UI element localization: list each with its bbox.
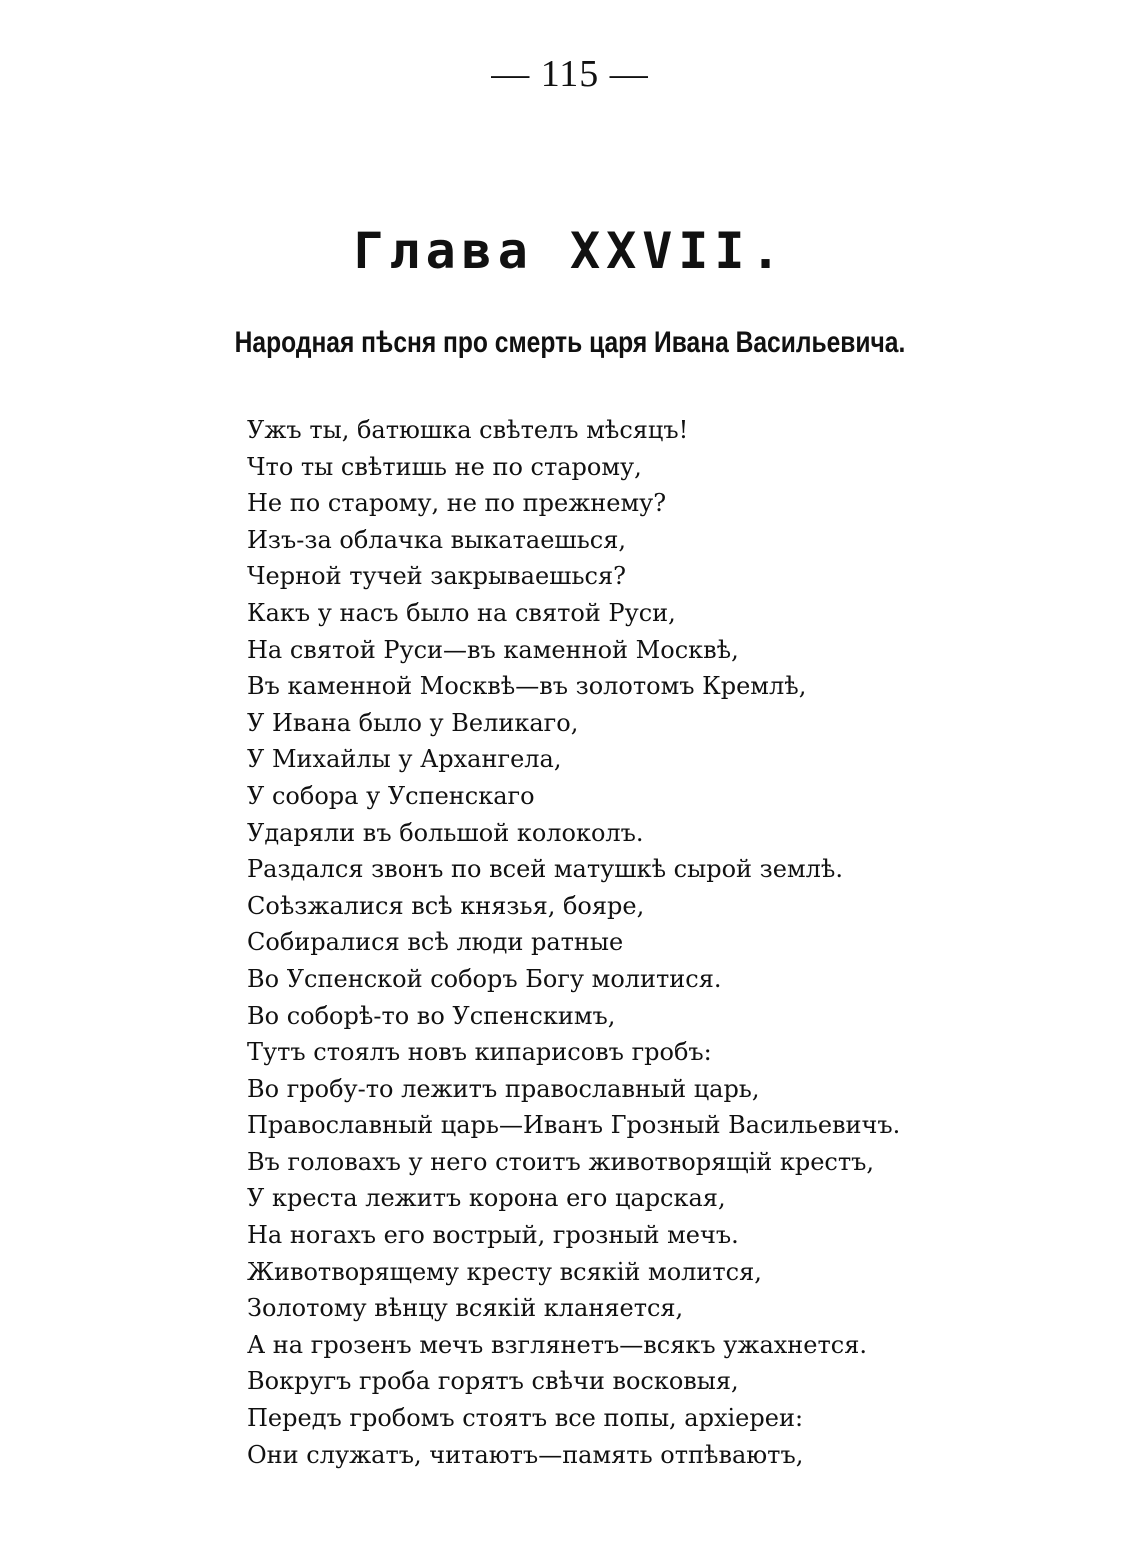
poem-line: Въ каменной Москвѣ—въ золотомъ Кремлѣ, — [247, 672, 807, 701]
poem-line: Собиралися всѣ люди ратные — [247, 928, 624, 957]
poem-line: Ударяли въ большой колоколъ. — [247, 818, 644, 847]
poem-line: Что ты свѣтишь не по старому, — [247, 452, 642, 481]
poem-line: Ужъ ты, батюшка свѣтелъ мѣсяцъ! — [247, 416, 689, 444]
poem-line: Черной тучей закрываешься? — [247, 562, 626, 591]
poem-line: У Ивана было у Великаго, — [247, 708, 579, 737]
poem-line: Во Успенской соборъ Богу молитися. — [247, 964, 722, 993]
poem-line: Какъ у насъ было на святой Руси, — [247, 598, 676, 627]
poem-line: Въ головахъ у него стоитъ животворящій крестъ, — [247, 1147, 875, 1176]
poem-line: А на грозенъ мечъ взглянетъ—всякъ ужахнется. — [247, 1330, 867, 1359]
poem-line: Животворящему кресту всякій молится, — [247, 1257, 762, 1286]
poem-line: Золотому вѣнцу всякій кланяется, — [247, 1294, 684, 1323]
poem-line: У креста лежитъ корона его царская, — [247, 1184, 726, 1213]
poem-line: Вокругъ гроба горятъ свѣчи восковыя, — [247, 1367, 739, 1396]
poem-line: У собора у Успенскаго — [247, 781, 535, 810]
poem — [247, 412, 1027, 1473]
poem-line: Изъ-за облачка выкатаешься, — [247, 525, 626, 554]
poem-line: Во соборѣ-то во Успенскимъ, — [247, 1001, 616, 1030]
poem-line: Передъ гробомъ стоятъ все попы, архіереи: — [247, 1404, 804, 1433]
poem-line: На ногахъ его вострый, грозный мечъ. — [247, 1221, 739, 1250]
poem-line: Соѣзжалися всѣ князья, бояре, — [247, 891, 645, 920]
poem-line: Во гробу-то лежитъ православный царь, — [247, 1074, 760, 1103]
poem-line: Раздался звонъ по всей матушкѣ сырой землѣ. — [247, 855, 843, 884]
poem-line: У Михайлы у Архангела, — [247, 745, 562, 774]
poem-line: Не по старому, не по прежнему? — [247, 489, 667, 518]
chapter-title: Глава XXVII. — [353, 222, 787, 280]
song-title: Народная пѣсня про смерть царя Ивана Васильевича. — [234, 326, 906, 359]
poem-line: Тутъ стоялъ новъ кипарисовъ гробъ: — [247, 1038, 712, 1067]
poem-line: Они служатъ, читаютъ—память отпѣваютъ, — [247, 1440, 804, 1469]
poem-line: Православный царь—Иванъ Грозный Васильевичъ. — [247, 1111, 901, 1140]
page-number: — 115 — — [491, 53, 649, 95]
poem-line: На святой Руси—въ каменной Москвѣ, — [247, 635, 739, 664]
